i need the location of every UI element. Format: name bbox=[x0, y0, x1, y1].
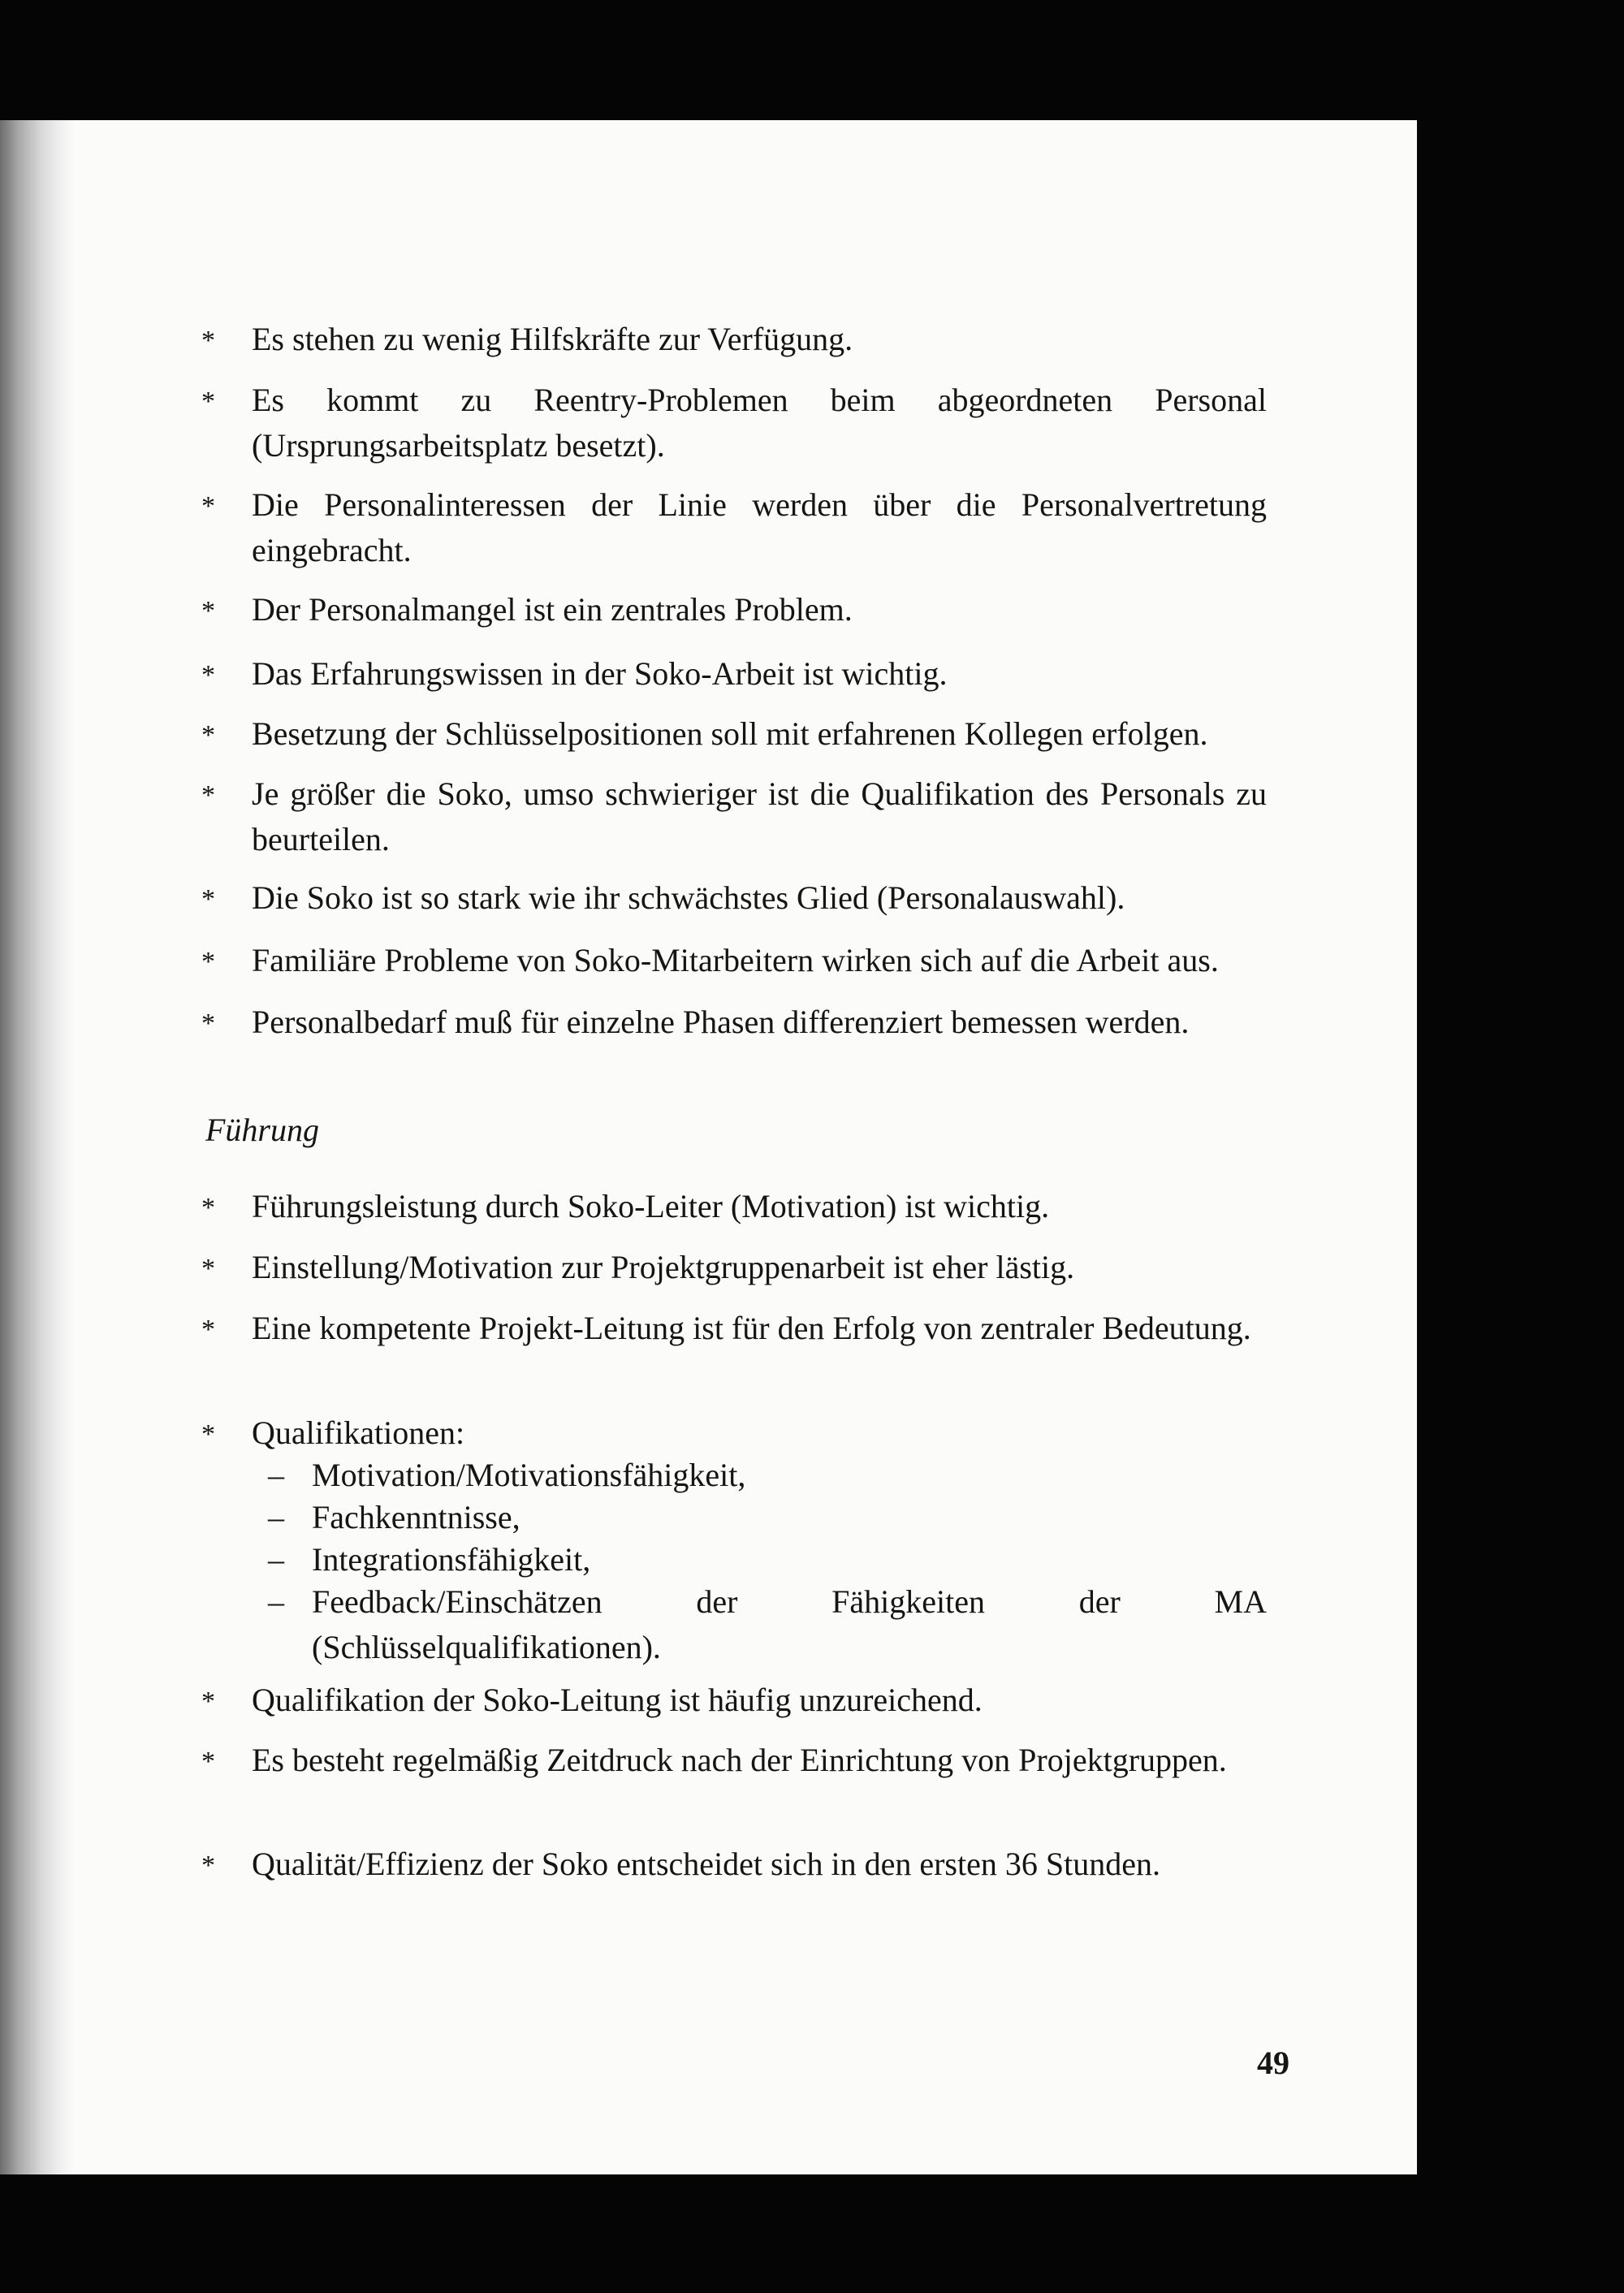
bullet-icon: * bbox=[201, 1747, 215, 1777]
sub-list-item: – Integrationsfähigkeit, bbox=[312, 1537, 1267, 1583]
bullet-icon: * bbox=[201, 780, 215, 810]
list-item: * Familiäre Probleme von Soko-Mitarbeitern wirken sich auf die Arbeit aus. bbox=[252, 938, 1267, 983]
list-item: * Eine kompetente Projekt-Leitung ist für den Erfolg von zentraler Bedeutung. bbox=[252, 1306, 1267, 1351]
sub-list-item: – Fachkenntnisse, bbox=[312, 1495, 1267, 1540]
dash-icon: – bbox=[268, 1499, 284, 1535]
list-item: * Es besteht regelmäßig Zeitdruck nach der Einrichtung von Projektgruppen. bbox=[252, 1738, 1267, 1783]
list-item: * Das Erfahrungswissen in der Soko-Arbeit ist wichtig. bbox=[252, 651, 1267, 697]
bullet-icon: * bbox=[201, 1686, 215, 1717]
bullet-icon: * bbox=[201, 1254, 215, 1284]
list-item: * Besetzung der Schlüsselpositionen soll mit erfahrenen Kollegen erfolgen. bbox=[252, 711, 1267, 757]
bullet-icon: * bbox=[201, 326, 215, 356]
list-item: * Je größer die Soko, umso schwieriger ist die Qualifikation des Personals zu beurteilen. bbox=[252, 771, 1267, 862]
page-content bbox=[0, 120, 1417, 2174]
section-heading: Führung bbox=[205, 1112, 319, 1148]
list-item: * Personalbedarf muß für einzelne Phasen differenziert bemessen werden. bbox=[252, 1000, 1267, 1045]
book-page bbox=[0, 120, 1417, 2174]
page-number: 49 bbox=[1257, 2045, 1289, 2081]
bullet-icon: * bbox=[201, 386, 215, 417]
list-item: * Der Personalmangel ist ein zentrales Problem. bbox=[252, 587, 1267, 633]
list-item: * Qualität/Effizienz der Soko entscheidet sich in den ersten 36 Stunden. bbox=[252, 1842, 1267, 1887]
bullet-icon: * bbox=[201, 720, 215, 750]
bullet-icon: * bbox=[201, 491, 215, 521]
dash-icon: – bbox=[268, 1583, 284, 1620]
list-item: * Qualifikation der Soko-Leitung ist häufig unzureichend. bbox=[252, 1678, 1267, 1723]
list-item: * Einstellung/Motivation zur Projektgruppenarbeit ist eher lästig. bbox=[252, 1245, 1267, 1290]
dash-icon: – bbox=[268, 1457, 284, 1493]
list-item: * Es kommt zu Reentry-Problemen beim abgeordneten Personal (Ursprungsarbeitsplatz besetzt). bbox=[252, 378, 1267, 469]
bullet-icon: * bbox=[201, 1193, 215, 1223]
bullet-icon: * bbox=[201, 884, 215, 914]
sub-list-item: – Feedback/Einschätzen der Fähigkeiten der MA (Schlüsselqualifikationen). bbox=[312, 1579, 1267, 1670]
bullet-icon: * bbox=[201, 947, 215, 977]
sub-list-item: – Motivation/Motivationsfähigkeit, bbox=[312, 1453, 1267, 1498]
list-item: * Führungsleistung durch Soko-Leiter (Motivation) ist wichtig. bbox=[252, 1184, 1267, 1229]
bullet-icon: * bbox=[201, 1008, 215, 1039]
bullet-icon: * bbox=[201, 1850, 215, 1881]
list-item: * Qualifikationen: bbox=[252, 1410, 1267, 1456]
list-item: * Die Soko ist so stark wie ihr schwächstes Glied (Personalauswahl). bbox=[252, 875, 1267, 921]
bullet-icon: * bbox=[201, 596, 215, 626]
bullet-icon: * bbox=[201, 1419, 215, 1449]
list-item: * Die Personalinteressen der Linie werden über die Personalvertretung eingebracht. bbox=[252, 482, 1267, 573]
dash-icon: – bbox=[268, 1541, 284, 1578]
bullet-icon: * bbox=[201, 1315, 215, 1345]
bullet-icon: * bbox=[201, 660, 215, 690]
list-item: * Es stehen zu wenig Hilfskräfte zur Verfügung. bbox=[252, 317, 1267, 362]
